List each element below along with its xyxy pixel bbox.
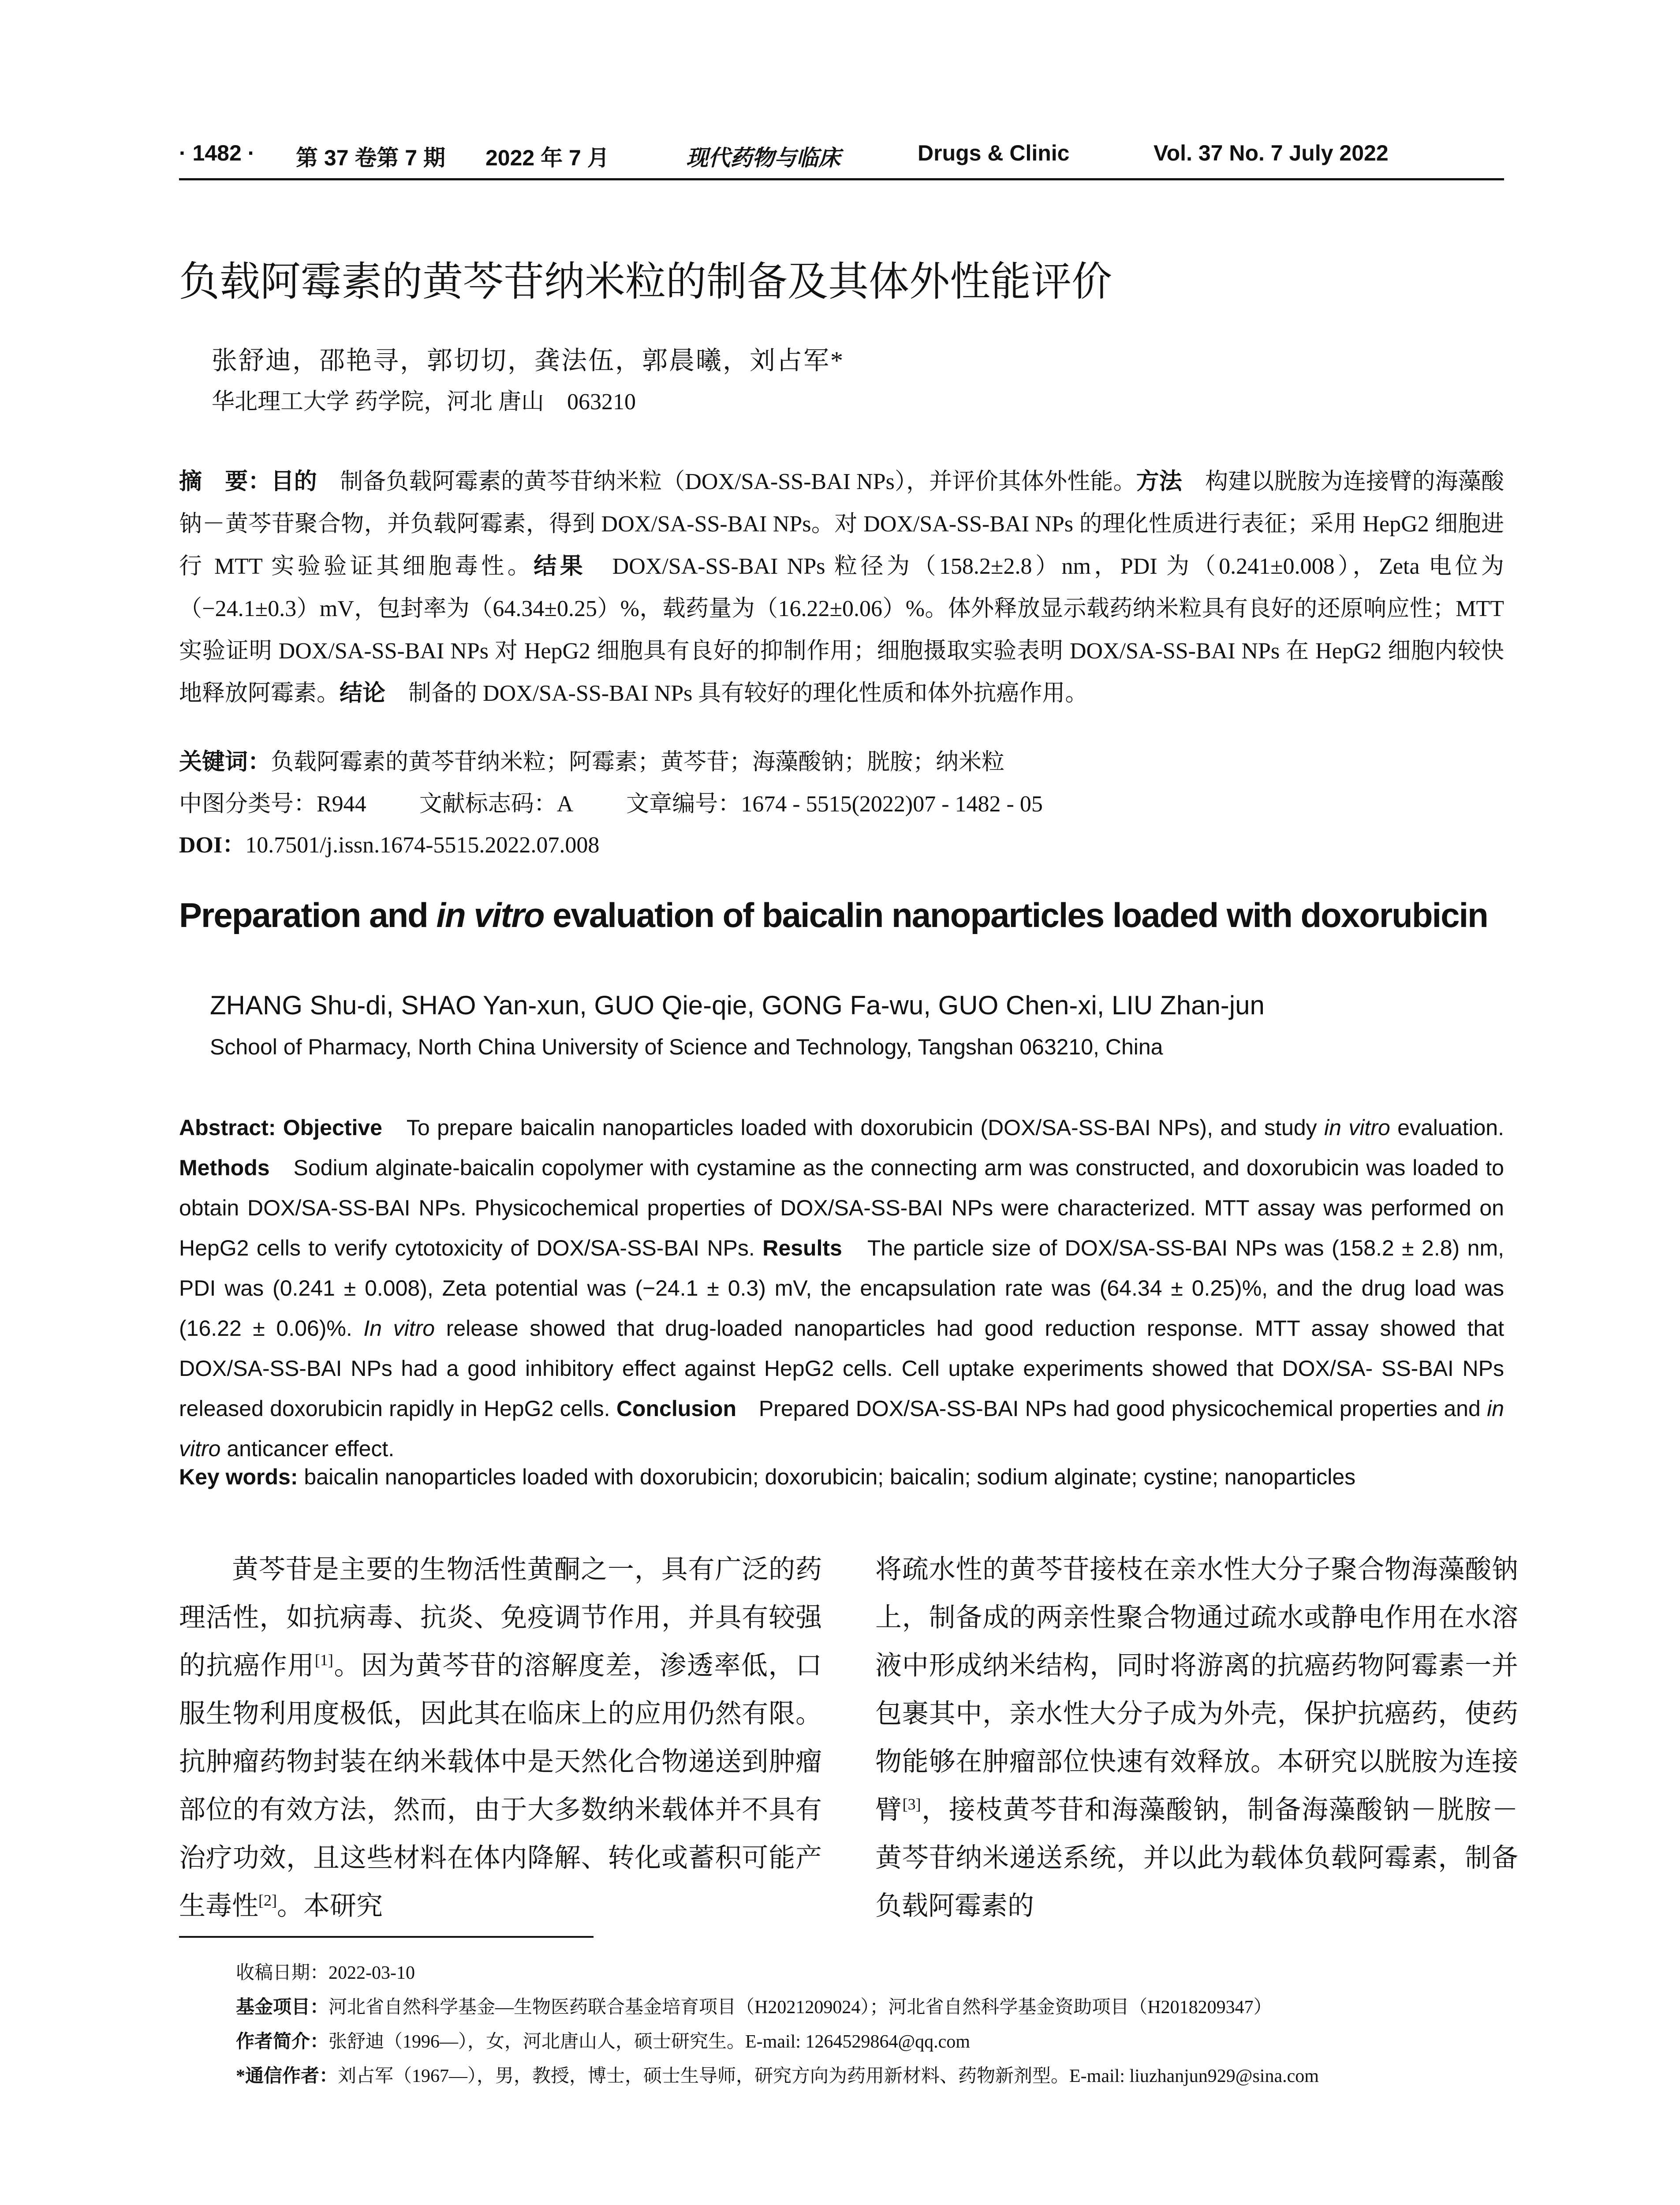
conclusion-label-cn: 结论 [340, 681, 386, 706]
citation-3[interactable]: [3] [902, 1795, 921, 1813]
doi-label: DOI： [179, 833, 246, 858]
body-left-text-c: 。本研究 [276, 1891, 383, 1921]
keywords-cn-text: 负载阿霉素的黄芩苷纳米粒；阿霉素；黄芩苷；海藻酸钠；胱胺；纳米粒 [271, 750, 1005, 775]
corresponding-label: *通信作者： [236, 2066, 338, 2086]
keywords-en-text: baicalin nanoparticles loaded with doxorubicin; doxorubicin; baicalin; sodium alginate; cystine; nanoparticles [304, 1465, 1356, 1489]
title-en-part2: evaluation of baicalin nanoparticles loaded with doxorubicin [544, 896, 1488, 934]
title-cn: 负载阿霉素的黄芩苷纳米粒的制备及其体外性能评价 [179, 259, 1113, 304]
methods-cn: 构建以胱胺为连接臂的海藻酸钠－黄芩苷聚合物，并负载阿霉素，得到 DOX/SA-SS-BAI NPs。对 DOX/SA-SS-BAI NPs 的理化性质进行表征；采用 HepG2 细胞进行 MTT 实验验证其细胞毒性。 [179, 469, 1504, 579]
header-divider [179, 178, 1504, 180]
objective-en-b: evaluation. [1390, 1115, 1504, 1140]
objective-en-italic: in vitro [1324, 1115, 1390, 1140]
author-info-text: 张舒迪（1996—），女，河北唐山人，硕士研究生。E-mail: 1264529864@qq.com [329, 2032, 970, 2052]
authors-en: ZHANG Shu-di, SHAO Yan-xun, GUO Qie-qie, GONG Fa-wu, GUO Chen-xi, LIU Zhan-jun [210, 990, 1265, 1020]
methods-label-en: Methods [179, 1155, 270, 1180]
title-en [179, 895, 1488, 935]
date-cn: 2022 年 7 月 [485, 146, 609, 170]
abstract-en-label: Abstract: [179, 1115, 283, 1140]
issue-en: Vol. 37 No. 7 July 2022 [1154, 141, 1389, 165]
methods-en: Sodium alginate-baicalin copolymer with cystamine as the connecting arm was constructed, and doxorubicin was loaded to obtain DOX/SA-SS-BAI NPs. Physicochemical properties of DOX/SA-SS-BAI NPs were characterized. MTT assay was performed on HepG2 cells to verify cytotoxicity of DOX/SA-SS-BAI NPs. [179, 1155, 1504, 1260]
abstract-cn-label: 摘 要： [179, 469, 271, 494]
affiliation-en: School of Pharmacy, North China University of Science and Technology, Tangshan 063210, China [210, 1035, 1163, 1059]
body-left-text-a: 黄芩苷是主要的生物活性黄酮之一，具有广泛的药理活性，如抗病毒、抗炎、免疫调节作用，并具有较强的抗癌作用 [179, 1555, 822, 1680]
keywords-cn-label: 关键词： [179, 750, 271, 775]
abstract-en [179, 1108, 1504, 1469]
results-en-a: The particle size of DOX/SA-SS-BAI NPs was (158.2 ± 2.8) nm, PDI was (0.241 ± 0.008), Zeta potential was (−24.1 ± 0.3) mV, the encapsulation rate was (64.34 ± 0.25)%, and the drug load was (16.22 ± 0.06)%. [179, 1236, 1504, 1341]
title-en-italic: in vitro [436, 896, 544, 934]
objective-label-cn: 目的 [271, 469, 317, 494]
classification-line [179, 785, 1043, 818]
results-en-italic: In vitro [363, 1316, 435, 1341]
body-right-text-b: ，接枝黄芩苷和海藻酸钠，制备海藻酸钠－胱胺－黄芩苷纳米递送系统，并以此为载体负载阿霉素，制备负载阿霉素的 [875, 1795, 1519, 1921]
issue-cn: 第 37 卷第 7 期 [296, 146, 445, 170]
conclusion-label-en: Conclusion [616, 1396, 737, 1421]
conclusion-en-a: Prepared DOX/SA-SS-BAI NPs had good physicochemical properties and [736, 1396, 1487, 1421]
body-column-right [875, 1546, 1518, 1930]
journal-name-en: Drugs & Clinic [918, 141, 1070, 165]
clc-number: 中图分类号：R944 [179, 792, 366, 817]
article-number: 文章编号：1674 - 5515(2022)07 - 1482 - 05 [626, 792, 1043, 817]
page-number: · 1482 · [179, 141, 255, 165]
footnote-corresponding [236, 2061, 1319, 2088]
conclusion-en-b: anticancer effect. [220, 1436, 395, 1461]
body-right-text-a: 将疏水性的黄芩苷接枝在亲水性大分子聚合物海藻酸钠上，制备成的两亲性聚合物通过疏水或静电作用在水溶液中形成纳米结构，同时将游离的抗癌药物阿霉素一并包裹其中，亲水性大分子成为外壳，保护抗癌药，使药物能够在肿瘤部位快速有效释放。本研究以胱胺为连接臂 [875, 1555, 1518, 1824]
results-en-b: release showed that drug-loaded nanoparticles had good reduction response. MTT assay showed that DOX/SA-SS-BAI NPs had a good inhibitory effect against HepG2 cells. Cell uptake experiments showed that DOX/SA- SS-BAI NPs released doxorubicin rapidly in HepG2 cells. [179, 1316, 1504, 1421]
doi-value: 10.7501/j.issn.1674-5515.2022.07.008 [245, 833, 600, 858]
objective-en-a: To prepare baicalin nanoparticles loaded with doxorubicin (DOX/SA-SS-BAI NPs), and study [382, 1115, 1325, 1140]
footnote-author [236, 2027, 970, 2053]
citation-1[interactable]: [1] [314, 1651, 333, 1669]
title-en-part1: Preparation and [179, 896, 437, 934]
objective-label-en: Objective [283, 1115, 382, 1140]
body-column-left [179, 1546, 822, 1930]
doi-line [179, 826, 599, 859]
footnote-fund [236, 1992, 1272, 2019]
fund-label: 基金项目： [236, 1997, 329, 2018]
keywords-en-label: Key words: [179, 1465, 304, 1489]
citation-2[interactable]: [2] [258, 1891, 277, 1909]
conclusion-cn: 制备的 DOX/SA-SS-BAI NPs 具有较好的理化性质和体外抗癌作用。 [385, 681, 1088, 706]
footnote-received: 收稿日期：2022-03-10 [236, 1963, 415, 1983]
results-label-en: Results [762, 1236, 842, 1260]
journal-name-cn: 现代药物与临床 [686, 145, 840, 171]
author-info-label: 作者简介： [236, 2032, 329, 2052]
results-cn: DOX/SA-SS-BAI NPs 粒径为（158.2±2.8）nm，PDI 为（0.241±0.008），Zeta 电位为（−24.1±0.3）mV，包封率为（64.34±0.25）%，载药量为（16.22±0.06）%。体外释放显示载药纳米粒具有良好的还原响应性；MTT 实验证明 DOX/SA-SS-BAI NPs 对 HepG2 细胞具有良好的抑制作用；细胞摄取实验表明 DOX/SA-SS-BAI NPs 在 HepG2 细胞内较快地释放阿霉素。 [179, 554, 1504, 706]
objective-cn: 制备负载阿霉素的黄芩苷纳米粒（DOX/SA-SS-BAI NPs），并评价其体外性能。 [317, 469, 1136, 494]
affiliation-cn: 华北理工大学 药学院，河北 唐山 063210 [212, 389, 636, 415]
abstract-cn [179, 461, 1504, 715]
document-code: 文献标志码：A [419, 792, 574, 817]
body-left-text-b: 。因为黄芩苷的溶解度差，渗透率低，口服生物利用度极低，因此其在临床上的应用仍然有限。抗肿瘤药物封装在纳米载体中是天然化合物递送到肿瘤部位的有效方法，然而，由于大多数纳米载体并不具有治疗功效，且这些材料在体内降解、转化或蓄积可能产生毒性 [179, 1651, 822, 1921]
authors-cn: 张舒迪，邵艳寻，郭切切，龚法伍，郭晨曦，刘占军* [212, 346, 845, 375]
keywords-cn [179, 743, 1004, 776]
methods-label-cn: 方法 [1136, 469, 1182, 494]
conclusion-en-italic: in vitro [179, 1396, 1505, 1461]
results-label-cn: 结果 [534, 554, 586, 579]
fund-text: 河北省自然科学基金—生物医药联合基金培育项目（H2021209024）；河北省自然科学基金资助项目（H2018209347） [329, 1997, 1272, 2018]
running-header [179, 140, 1504, 176]
keywords-en [179, 1464, 1504, 1490]
footnote-divider [179, 1936, 594, 1938]
corresponding-text: 刘占军（1967—），男，教授，博士，硕士生导师，研究方向为药用新材料、药物新剂型。E-mail: liuzhanjun929@sina.com [338, 2066, 1319, 2086]
